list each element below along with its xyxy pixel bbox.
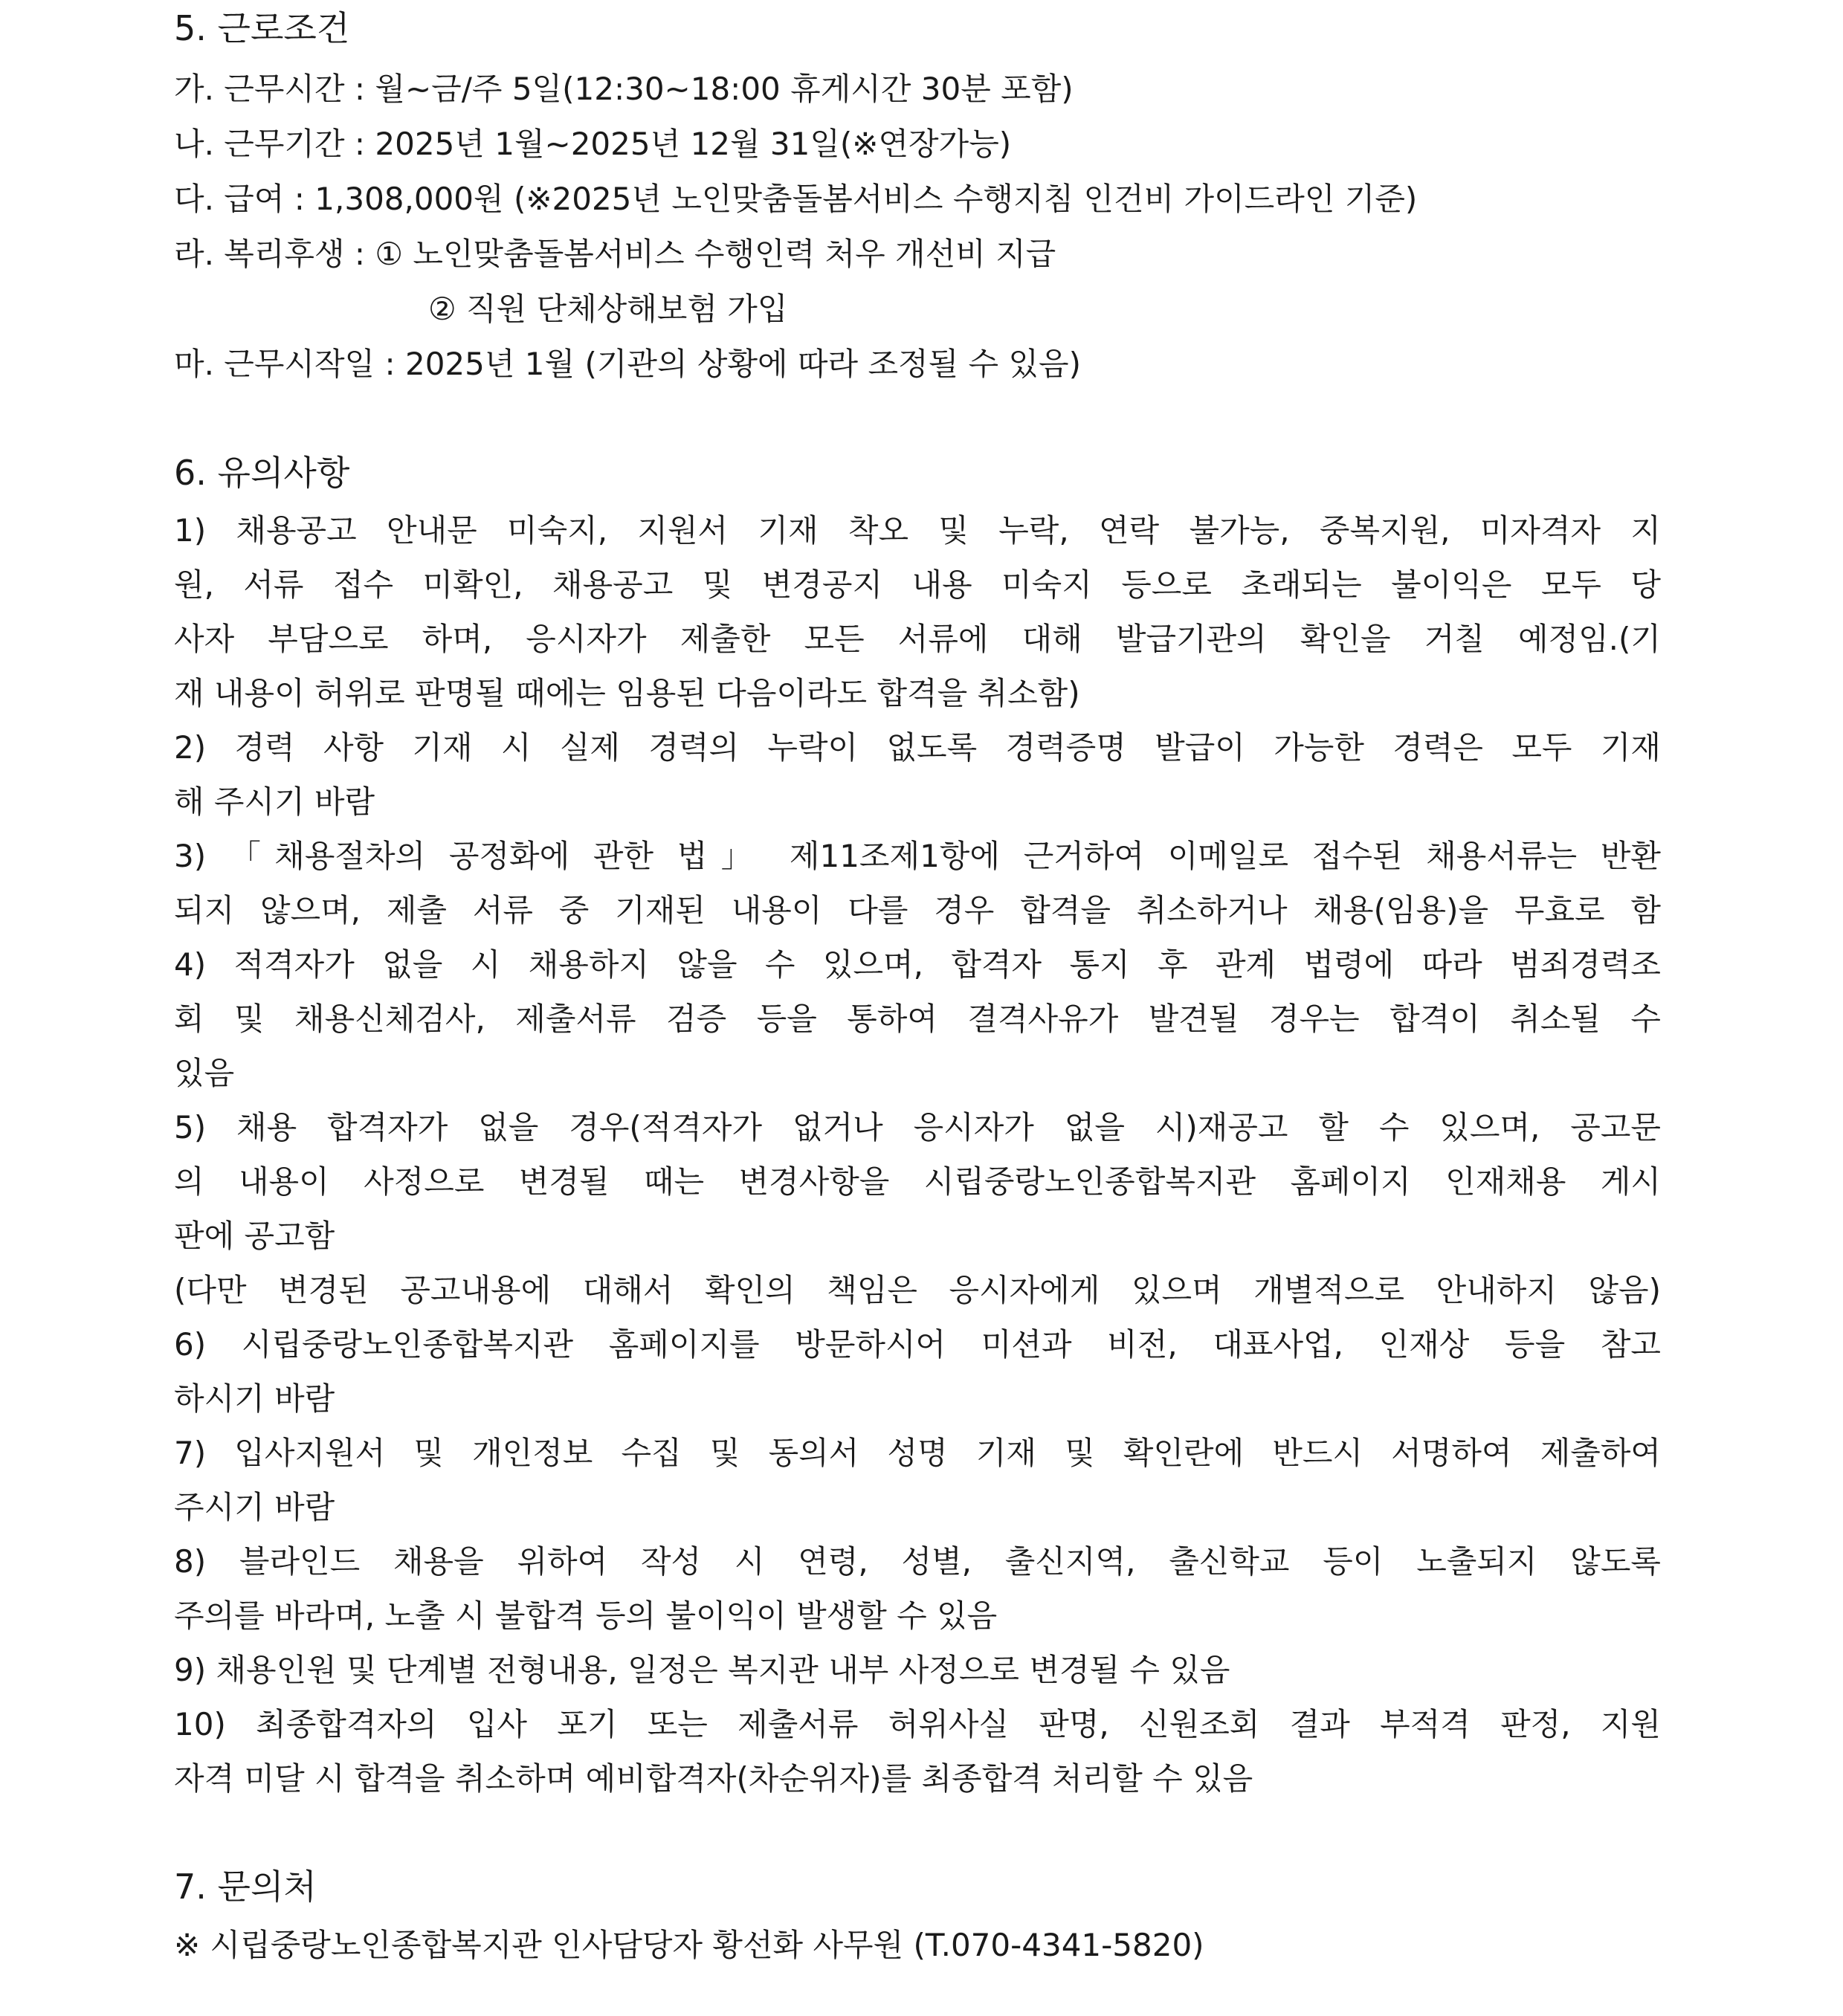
notice-line: 되지 않으며, 제출 서류 중 기재된 내용이 다를 경우 합격을 취소하거나 채용(임용)을 무효로 함 (174, 892, 1661, 928)
notice-line: 주의를 바라며, 노출 시 불합격 등의 불이익이 발생할 수 있음 (174, 1597, 998, 1634)
notice-line: 1) 채용공고 안내문 미숙지, 지원서 기재 착오 및 누락, 연락 불가능, 중복지원, 미자격자 지 (174, 512, 1661, 549)
section-6-heading: 6. 유의사항 (174, 453, 350, 493)
notice-line: 판에 공고함 (174, 1218, 335, 1254)
notice-line: 있음 (174, 1055, 235, 1091)
notice-line: 의 내용이 사정으로 변경될 때는 변경사항을 시립중랑노인종합복지관 홈페이지 인재채용 게시 (174, 1163, 1661, 1200)
notice-line: 해 주시기 바람 (174, 784, 375, 820)
notice-line: 9) 채용인원 및 단계별 전형내용, 일정은 복지관 내부 사정으로 변경될 수 있음 (174, 1652, 1230, 1688)
notice-line: 6) 시립중랑노인종합복지관 홈페이지를 방문하시어 미션과 비전, 대표사업, 인재상 등을 참고 (174, 1326, 1661, 1363)
notice-line: 재 내용이 허위로 판명될 때에는 임용된 다음이라도 합격을 취소함) (174, 675, 1080, 711)
notice-line: 자격 미달 시 합격을 취소하며 예비합격자(차순위자)를 최종합격 처리할 수 있음 (174, 1760, 1253, 1797)
notice-line: 4) 적격자가 없을 시 채용하지 않을 수 있으며, 합격자 통지 후 관계 법령에 따라 범죄경력조 (174, 946, 1661, 983)
notice-line: 원, 서류 접수 미확인, 채용공고 및 변경공지 내용 미숙지 등으로 초래되는 불이익은 모두 당 (174, 566, 1661, 603)
notice-line: 사자 부담으로 하며, 응시자가 제출한 모든 서류에 대해 발급기관의 확인을 거칠 예정임.(기 (174, 621, 1661, 657)
start-date-line: 마. 근무시작일 : 2025년 1월 (기관의 상황에 따라 조정될 수 있음) (174, 346, 1081, 382)
notice-line: (다만 변경된 공고내용에 대해서 확인의 책임은 응시자에게 있으며 개별적으로 안내하지 않음) (174, 1272, 1661, 1308)
work-period-line: 나. 근무기간 : 2025년 1월~2025년 12월 31일(※연장가능) (174, 126, 1012, 162)
welfare-line-1: 라. 복리후생 : ① 노인맞춤돌봄서비스 수행인력 처우 개선비 지급 (174, 236, 1056, 272)
contact-line: ※ 시립중랑노인종합복지관 인사담당자 황선화 사무원 (T.070-4341-5820) (174, 1927, 1204, 1963)
section-7-heading: 7. 문의처 (174, 1867, 317, 1907)
notice-line: 2) 경력 사항 기재 시 실제 경력의 누락이 없도록 경력증명 발급이 가능한 경력은 모두 기재 (174, 729, 1661, 766)
notice-line: 5) 채용 합격자가 없을 경우(적격자가 없거나 응시자가 없을 시)재공고 할 수 있으며, 공고문 (174, 1109, 1661, 1146)
salary-line: 다. 급여 : 1,308,000원 (※2025년 노인맞춤돌봄서비스 수행지침 인건비 가이드라인 기준) (174, 181, 1418, 217)
notice-line: 10) 최종합격자의 입사 포기 또는 제출서류 허위사실 판명, 신원조회 결과 부적격 판정, 지원 (174, 1706, 1661, 1742)
notice-line: 주시기 바람 (174, 1489, 335, 1525)
notice-line: 7) 입사지원서 및 개인정보 수집 및 동의서 성명 기재 및 확인란에 반드시 서명하여 제출하여 (174, 1435, 1661, 1471)
notice-line: 회 및 채용신체검사, 제출서류 검증 등을 통하여 결격사유가 발견될 경우는 합격이 취소될 수 (174, 1001, 1661, 1037)
notice-line: 하시기 바람 (174, 1380, 335, 1417)
section-5-heading: 5. 근로조건 (174, 8, 350, 48)
notice-line: 3) 「채용절차의 공정화에 관한 법」 제11조제1항에 근거하여 이메일로 접수된 채용서류는 반환 (174, 838, 1661, 874)
notice-line: 8) 블라인드 채용을 위하여 작성 시 연령, 성별, 출신지역, 출신학교 등이 노출되지 않도록 (174, 1543, 1661, 1580)
welfare-line-2: ② 직원 단체상해보험 가입 (428, 291, 788, 327)
work-hours-line: 가. 근무시간 : 월~금/주 5일(12:30~18:00 휴게시간 30분 포함) (174, 71, 1074, 107)
